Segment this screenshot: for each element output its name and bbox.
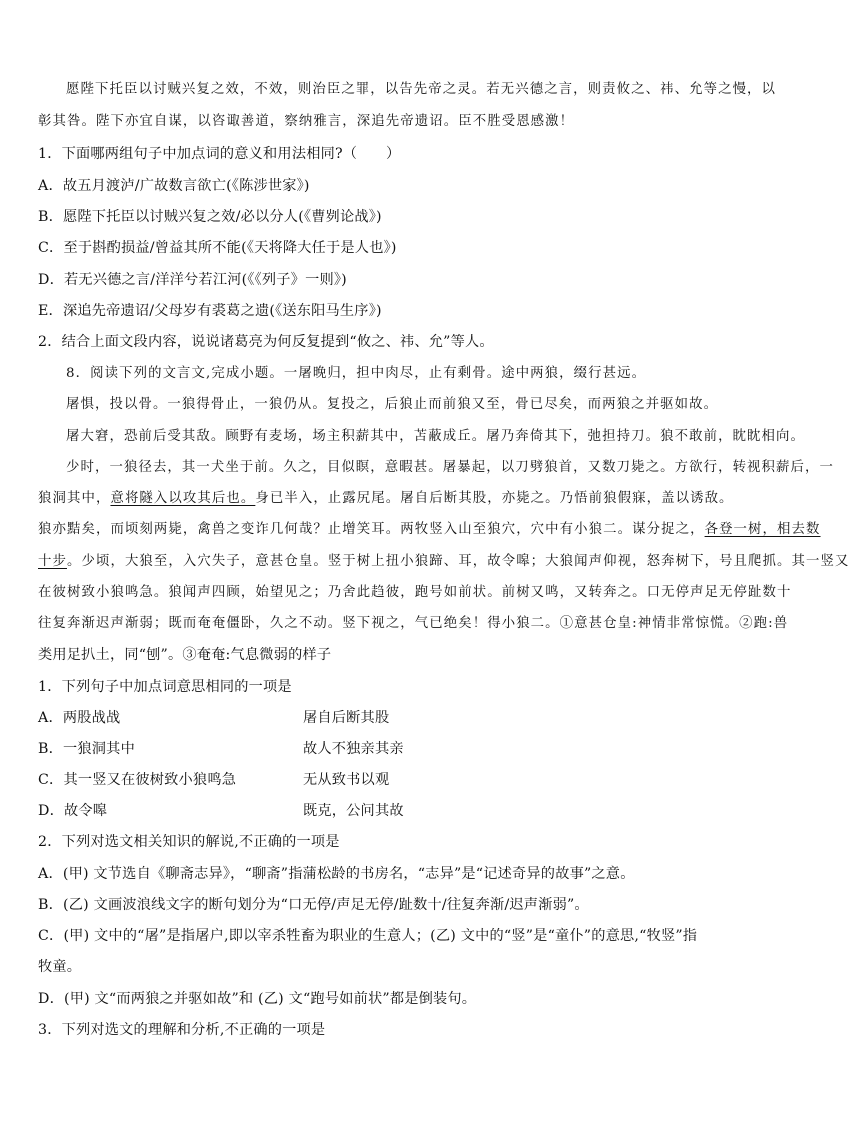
sub1-stem: 1．下列句子中加点词意思相同的一项是 — [38, 679, 292, 695]
q1-option-a: A．故五月渡泸/广故数言欲亡(《陈涉世家》) — [38, 178, 310, 194]
sub1-b-left: B．一狼洞其中 — [38, 741, 135, 757]
yi-text-line2-part2: 。少顷，大狼至，入穴失子，意甚仓皇。竖于树上扭小狼蹄、耳，故令嗥；大狼闻声仰视，怒奔树下，号且爬抓。其一竖又 — [66, 554, 849, 569]
sub1-row-c — [38, 770, 760, 790]
sub1-c-left: C．其一竖又在彼树致小狼鸣急 — [38, 772, 237, 788]
yi-text-line5: 类用足扒土，同“刨”。③奄奄:气息微弱的样子 — [38, 647, 332, 663]
yi-text-underlined-1: 各登一树，相去数 — [704, 522, 821, 537]
sub1-row-d — [38, 801, 760, 821]
sub2-option-c-line2: 牧童。 — [38, 959, 82, 975]
jia-text-line4-part1: 狼洞其中， — [38, 491, 111, 506]
jia-text-line1: 屠惧，投以骨。一狼得骨止，一狼仍从。复投之，后狼止而前狼又至，骨已尽矣，而两狼之并驱如故。 — [66, 397, 719, 412]
sub1-c-right: 无从致书以观 — [303, 772, 390, 788]
q8-intro: 8．阅读下列的文言文,完成小题。一屠晚归，担中肉尽，止有剩骨。途中两狼，缀行甚远。 — [66, 366, 647, 381]
jia-text-line3: 少时，一狼径去，其一犬坐于前。久之，目似瞑，意暇甚。屠暴起，以刀劈狼首，又数刀毙之。方欲行，转视积薪后，一 — [66, 460, 834, 475]
sub1-b-right: 故人不独亲其亲 — [303, 741, 404, 757]
yi-text-line3: 在彼树致小狼鸣急。狼闻声四顾，始望见之；乃舍此趋彼，跑号如前状。前树又鸣，又转奔之。口无停声足无停趾数十 — [38, 585, 792, 600]
q2-stem: 2．结合上面文段内容，说说诸葛亮为何反复提到“攸之、祎、允”等人。 — [38, 334, 494, 350]
sub1-d-left: D．故令嗥 — [38, 803, 108, 819]
sub1-row-a — [38, 708, 760, 728]
jia-text-line4 — [38, 489, 760, 509]
q1-option-d: D．若无兴德之言/洋洋兮若江河(《《列子》一则》) — [38, 272, 347, 288]
jia-text-line4-part2: 身已半入，止露尻尾。屠自后断其股，亦毙之。乃悟前狼假寐，盖以诱敌。 — [255, 491, 734, 506]
jia-text-line2: 屠大窘，恐前后受其敌。顾野有麦场，场主积薪其中，苫蔽成丘。屠乃奔倚其下，弛担持刀。狼不敢前，眈眈相向。 — [66, 429, 806, 444]
yi-text-underlined-2: 十步 — [38, 554, 67, 569]
sub1-row-b — [38, 739, 760, 759]
sub3-stem: 3．下列对选文的理解和分析,不正确的一项是 — [38, 1022, 326, 1038]
q1-option-e: E．深追先帝遗诏/父母岁有裘葛之遗(《送东阳马生序》) — [38, 303, 382, 319]
yi-text-line4: 往复奔渐迟声渐弱；既而奄奄僵卧，久之不动。竖下视之，气已绝矣！得小狼二。①意甚仓皇:神情非常惊慌。②跑:兽 — [38, 616, 789, 631]
sub2-option-a: A．(甲) 文节选自《聊斋志异》，“聊斋”指蒲松龄的书房名，“志异”是“记述奇异的故事”之意。 — [38, 866, 635, 882]
q1-option-b: B．愿陛下托臣以讨贼兴复之效/必以分人(《曹刿论战》) — [38, 209, 382, 225]
sub2-option-d: D．(甲) 文“而两狼之并驱如故”和 (乙) 文“跑号如前状”都是倒装句。 — [38, 991, 477, 1007]
passage1-line2: 彰其咎。陛下亦宜自谋，以咨诹善道，察纳雅言，深追先帝遗诏。臣不胜受恩感激！ — [38, 114, 575, 129]
sub1-a-right: 屠自后断其股 — [303, 710, 390, 726]
sub2-stem: 2．下列对选文相关知识的解说,不正确的一项是 — [38, 834, 340, 850]
sub1-d-right: 既克，公问其故 — [303, 803, 404, 819]
sub1-a-left: A．两股战战 — [38, 710, 121, 726]
yi-text-line1 — [38, 520, 821, 540]
yi-text-line2 — [38, 552, 849, 572]
yi-text-line1-part1: 狼亦黠矣，而顷刻两毙，禽兽之变诈几何哉？止增笑耳。两牧竖入山至狼穴，穴中有小狼二。谋分捉之， — [38, 522, 705, 537]
jia-text-underlined: 意将隧入以攻其后也。 — [110, 491, 256, 506]
q1-option-c: C．至于斟酌损益/曾益其所不能(《天将降大任于是人也》) — [38, 240, 397, 256]
sub2-option-c-line1: C．(甲) 文中的“屠”是指屠户,即以宰杀牲畜为职业的生意人；(乙) 文中的“竖”是“童仆”的意思,“牧竖”指 — [38, 928, 698, 944]
passage1-line1: 愿陛下托臣以讨贼兴复之效，不效，则治臣之罪，以告先帝之灵。若无兴德之言，则责攸之、祎、允等之慢，以 — [66, 82, 777, 97]
q1-stem: 1．下面哪两组句子中加点词的意义和用法相同?（ ） — [38, 146, 401, 162]
sub2-option-b: B．(乙) 文画波浪线文字的断句划分为“口无停/声足无停/趾数十/往复奔渐/迟声渐弱”。 — [38, 897, 589, 913]
